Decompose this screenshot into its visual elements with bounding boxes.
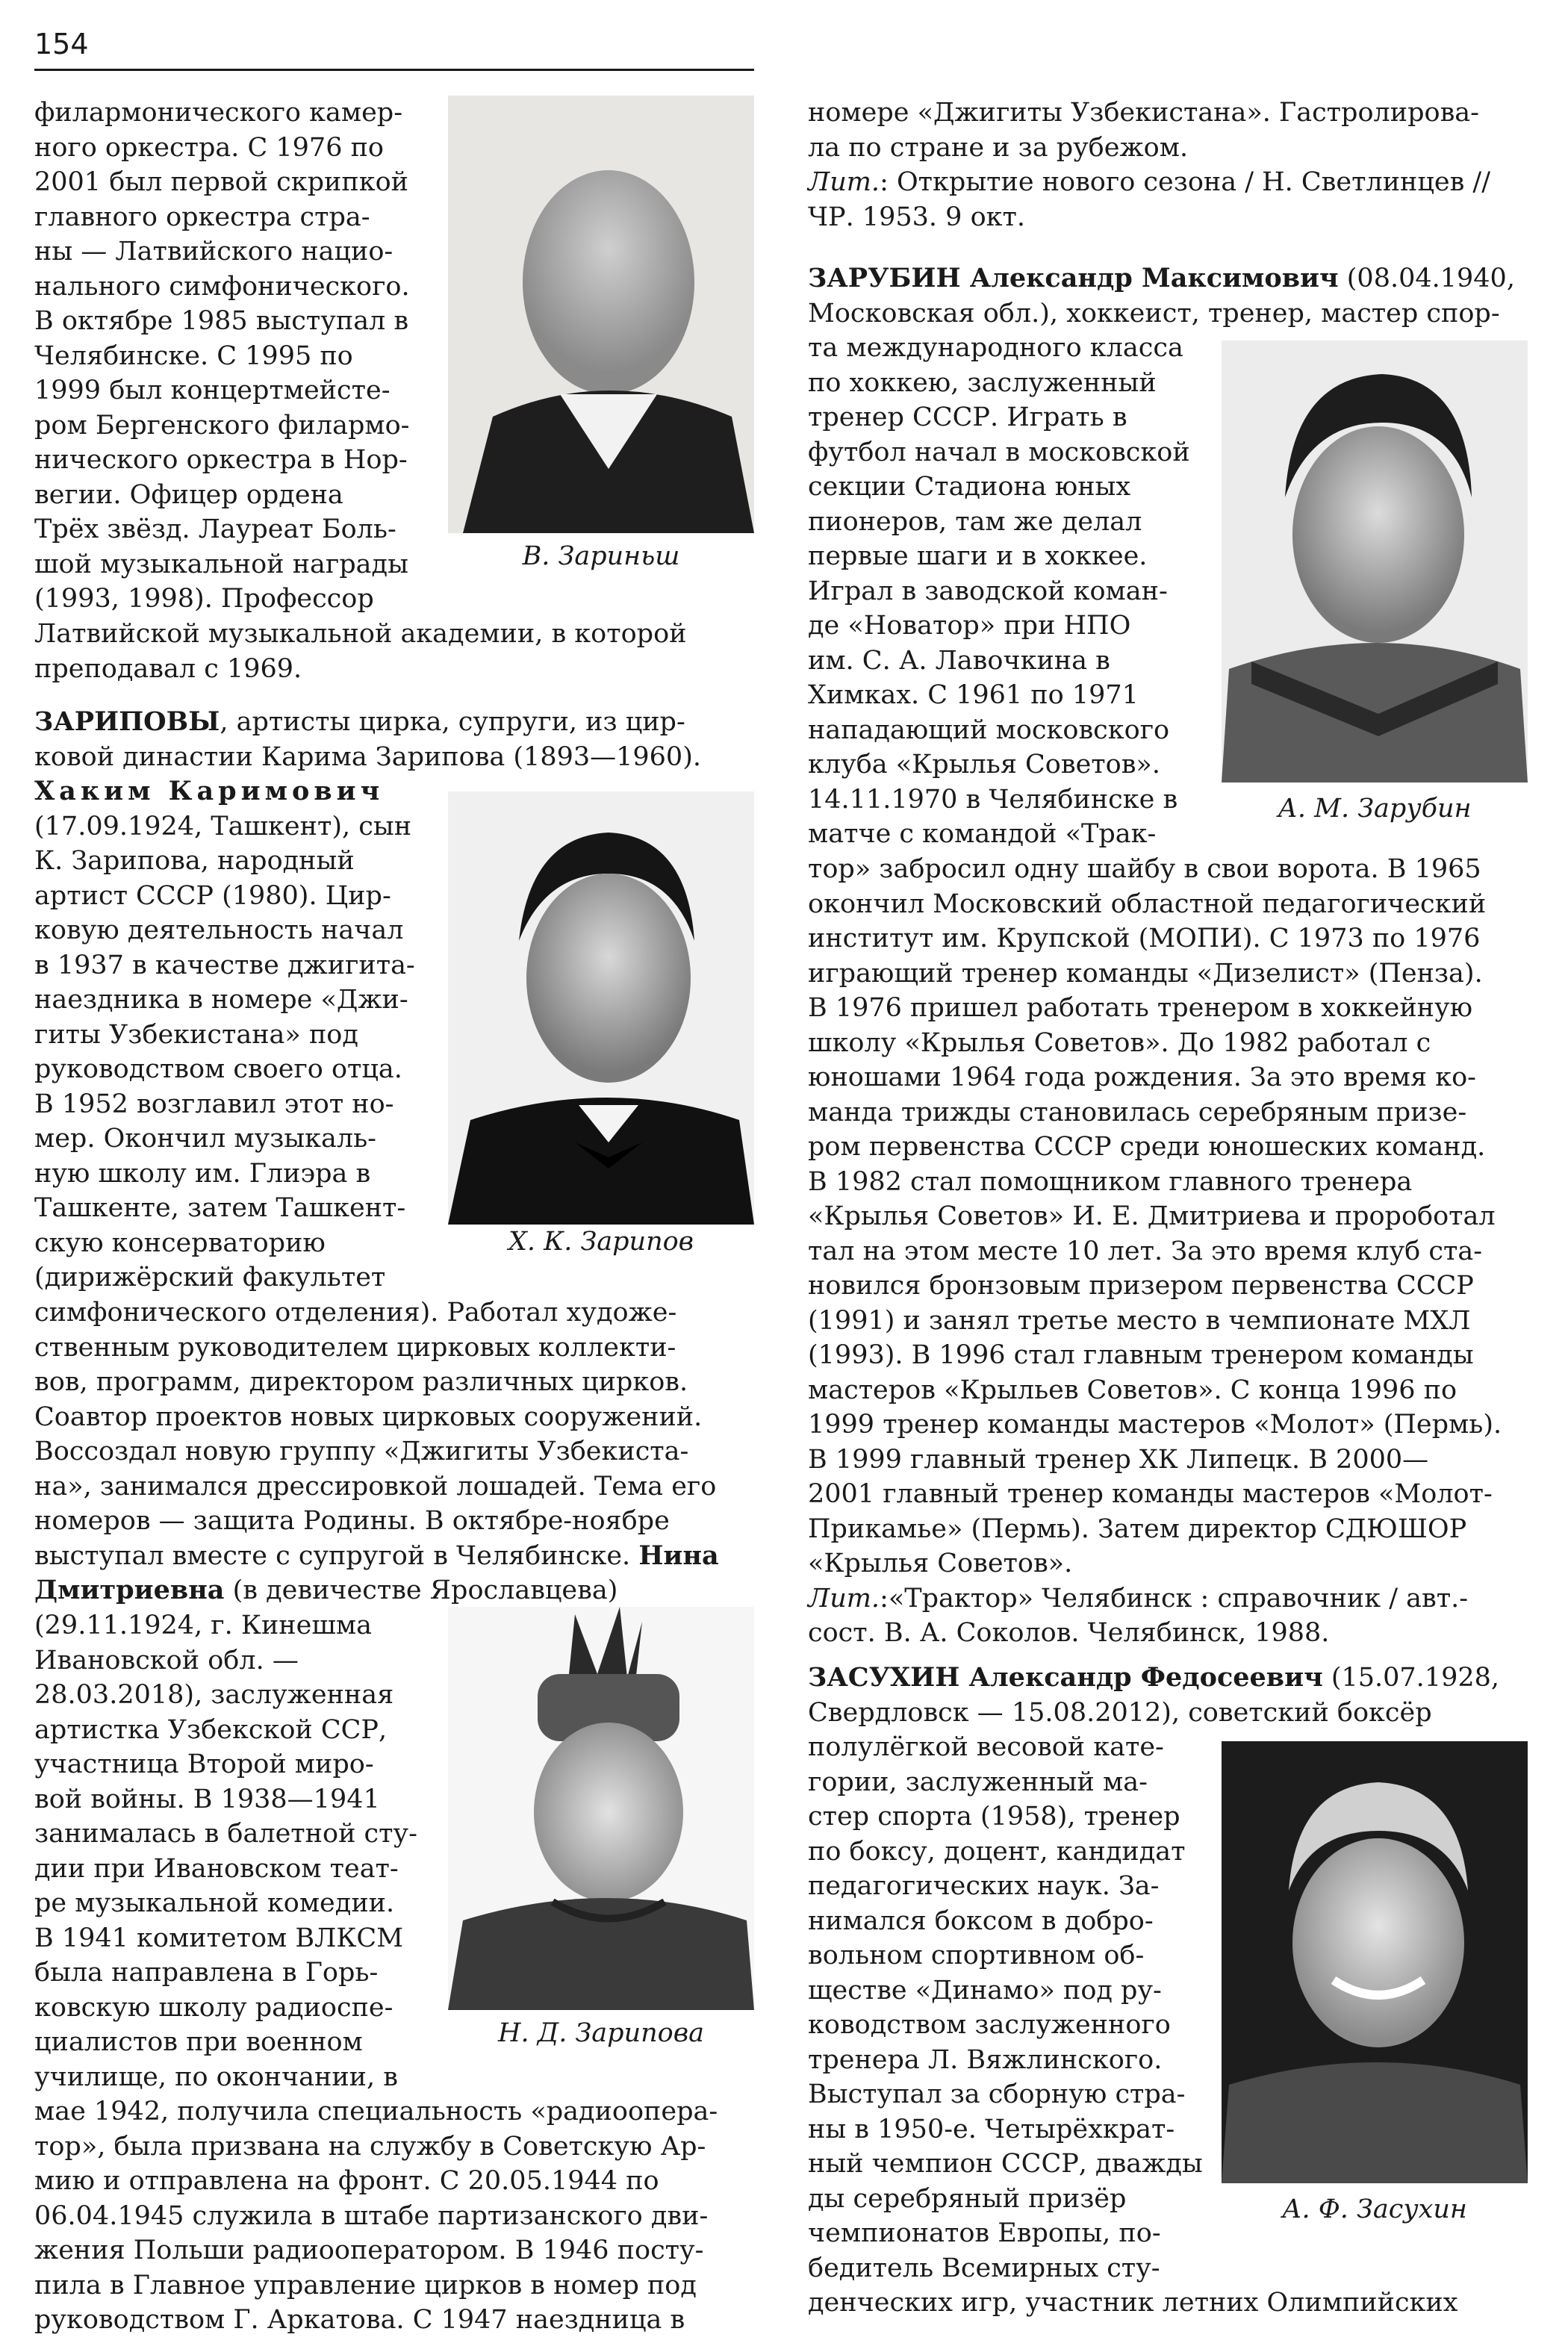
line: нападающий московского	[808, 715, 1170, 745]
line: 1999 тренер команды мастеров «Молот» (Пермь).	[808, 1410, 1502, 1440]
line: тренер СССР. Играть в	[808, 402, 1127, 432]
line: В 1941 комитетом ВЛКСМ	[34, 1923, 404, 1953]
line: номеров — защита Родины. В октябре-ноябре	[34, 1506, 670, 1536]
photo-nina-zaripova	[448, 1607, 754, 2010]
line: 28.03.2018), заслуженная	[34, 1680, 394, 1710]
photo-zarinsh	[448, 96, 754, 533]
line: Свердловск — 15.08.2012), советский боксёр	[808, 1697, 1432, 1728]
line: Выступал за сборную стра-	[808, 2079, 1186, 2109]
line: мер. Окончил музыкаль-	[34, 1124, 377, 1154]
line: 14.11.1970 в Челябинске в	[808, 784, 1178, 815]
line: Химках. С 1961 по 1971	[808, 680, 1139, 710]
line: 1999 был концертмейсте-	[34, 376, 391, 405]
line: пила в Главное управление цирков в номер под	[34, 2270, 697, 2300]
line: Трёх звёзд. Лауреат Боль-	[34, 514, 396, 544]
line: по боксу, доцент, кандидат	[808, 1836, 1186, 1867]
line: пионеров, там же делал	[808, 506, 1142, 537]
line: ны — Латвийского нацио-	[34, 237, 393, 267]
line: 2001 был первой скрипкой	[34, 167, 408, 197]
line: (1993). В 1996 стал главным тренером команды	[808, 1340, 1474, 1370]
line: школу «Крылья Советов». До 1982 работал с	[808, 1027, 1431, 1058]
line: тал на этом месте 10 лет. За это время клуб ста-	[808, 1236, 1483, 1266]
line: стер спорта (1958), тренер	[808, 1802, 1180, 1832]
line: полулёгкой весовой кате-	[808, 1732, 1164, 1762]
hakim-bio-full: симфонического отделения). Работал художе- ственным руководителем цирковых коллекти- вов, программ, директором различных цирков. Соавтор проектов новых цирковых сооружений. Воссоздал новую группу «Джигиты Узбекиста- на», занимался дрессировкой лошадей. Тема его номеров — защита Родины. В октябре-ноябре выступал вместе с супругой в Челябинске. Нина Дмитриевна (в девичестве Ярославцева)	[34, 1295, 754, 1608]
line: 2001 главный тренер команды мастеров «Молот-	[808, 1479, 1493, 1509]
zarubin-intro: ЗАРУБИН Александр Максимович (08.04.1940, Московская обл.), хоккеист, тренер, мастер спор-	[808, 261, 1528, 331]
line: по хоккею, заслуженный	[808, 367, 1157, 398]
zasukhin-intro: ЗАСУХИН Александр Федосеевич (15.07.1928, Свердловск — 15.08.2012), советский боксёр	[808, 1661, 1528, 1730]
line: К. Зарипова, народный	[34, 846, 355, 876]
line: была направлена в Горь-	[34, 1958, 379, 1988]
line: ковой династии Карима Зарипова (1893—1960).	[34, 741, 701, 772]
line: В 1952 возглавил этот но-	[34, 1089, 394, 1119]
line: нического оркестра в Нор-	[34, 445, 408, 475]
caption-zarubin: А. М. Зарубин	[1278, 794, 1472, 824]
line: Воссоздал новую группу «Джигиты Узбекиста-	[34, 1437, 689, 1466]
entry-heading-zasukhin: ЗАСУХИН Александр Федосеевич	[808, 1662, 1323, 1693]
line: училище, по окончании, в	[34, 2062, 398, 2092]
line: ром первенства СССР среди юношеских команд.	[808, 1132, 1486, 1162]
entry-heading-zarubin: ЗАРУБИН Александр Максимович	[808, 263, 1339, 293]
line: ководством заслуженного	[808, 2010, 1171, 2040]
line: в 1937 в качестве джигита-	[34, 950, 415, 980]
line: В 1982 стал помощником главного тренера	[808, 1166, 1413, 1197]
line: бедитель Всемирных сту-	[808, 2253, 1160, 2283]
page-number: 154	[34, 28, 89, 60]
line: ный чемпион СССР, дважды	[808, 2149, 1203, 2179]
line: ковую деятельность начал	[34, 915, 404, 945]
zarubin-bio-full: тор» забросил одну шайбу в свои ворота. В 1965 окончил Московский областной педагогический институт им. Крупской (МОПИ). С 1973 по 1976 играющий тренер команды «Дизелист» (Пенза). В 1976 пришел работать тренером в хоккейную школу «Крылья Советов». До 1982 работал с юношами 1964 года рождения. За это время ко- манда трижды становилась серебряным призе- ром первенства СССР среди юношеских команд. В 1982 стал помощником главного тренера «Крылья Советов» И. Е. Дмитриева и пророботал тал на этом месте 10 лет. За это время клуб ста- новился бронзовым призером первенства СССР (1991) и занял третье место в чемпионате МХЛ (1993). В 1996 стал главным тренером команды мастеров «Крыльев Советов». С конца 1996 по 1999 тренер команды мастеров «Молот» (Пермь). В 1999 главный тренер ХК Липецк. В 2000— 2001 главный тренер команды мастеров «Молот- Прикамье» (Пермь). Затем директор СДЮШОР «Крылья Советов». Лит.:«Трактор» Челябинск : справочник / авт.- сост. В. А. Соколов. Челябинск, 1988.	[808, 852, 1528, 1651]
zasukhin-bio-full	[808, 2286, 1528, 2321]
line: филармонического камер-	[34, 98, 403, 128]
nina-bio	[34, 1608, 432, 2094]
line: ществе «Динамо» под ру-	[808, 1975, 1162, 2006]
line: В 1999 главный тренер ХК Липецк. В 2000—	[808, 1444, 1429, 1475]
line: скую консерваторию	[34, 1228, 326, 1258]
line: тренера Л. Вяжлинского.	[808, 2044, 1163, 2075]
line: (дирижёрский факультет	[34, 1263, 386, 1292]
line: преподавал с 1969.	[34, 653, 302, 684]
line: педагогических наук. За-	[808, 1871, 1160, 1901]
line: «Крылья Советов» И. Е. Дмитриева и пророботал	[808, 1201, 1496, 1231]
line: де «Новатор» при НПО	[808, 611, 1131, 641]
line: Латвийской музыкальной академии, в которой	[34, 619, 687, 649]
line: та международного класса	[808, 333, 1183, 363]
person-name-nina-1: Нина	[638, 1540, 719, 1571]
line: (29.11.1924, г. Кинешма	[34, 1611, 372, 1640]
photo-zasukhin	[1222, 1741, 1528, 2183]
line: Ташкенте, затем Ташкент-	[34, 1193, 406, 1223]
line: вольном спортивном об-	[808, 1941, 1145, 1970]
line: нимался боксом в добро-	[808, 1905, 1154, 1936]
line: Прикамье» (Пермь). Затем директор СДЮШОР	[808, 1513, 1467, 1544]
line: гории, заслуженный ма-	[808, 1767, 1148, 1797]
line: руководством Г. Аркатова. С 1947 наездница в	[34, 2305, 685, 2335]
line: окончил Московский областной педагогический	[808, 889, 1487, 919]
line: ром Бергенского филармо-	[34, 410, 410, 441]
line: симфонического отделения). Работал художе-	[34, 1298, 677, 1328]
line: Соавтор проектов новых цирковых сооружений.	[34, 1401, 703, 1432]
line: занималась в балетной сту-	[34, 1819, 417, 1849]
person-name-nina-2: Дмитриевна	[34, 1575, 225, 1605]
nina-bio-full	[34, 2094, 754, 2338]
photo-zarubin	[1222, 340, 1528, 783]
line: сост. В. А. Соколов. Челябинск, 1988.	[808, 1618, 1330, 1648]
photo-hakim-zaripov	[448, 791, 754, 1225]
zasukhin-bio	[808, 1730, 1207, 2286]
line: дии при Ивановском теат-	[34, 1853, 399, 1884]
line: первые шаги и в хоккее.	[808, 541, 1148, 571]
line: руководством своего отца.	[34, 1054, 402, 1084]
zarinsh-bio-continued	[34, 96, 432, 617]
line: играющий тренер команды «Дизелист» (Пенза).	[808, 958, 1483, 989]
line: юношами 1964 года рождения. За это время ко-	[808, 1063, 1477, 1092]
line: жения Польши радиооператором. В 1946 посту-	[34, 2236, 704, 2265]
line: вов, программ, директором различных цирков.	[34, 1367, 688, 1397]
line: главного оркестра стра-	[34, 202, 370, 232]
entry-heading-zaripovy: ЗАРИПОВЫ	[34, 706, 220, 737]
line: Московская обл.), хоккеист, тренер, мастер спор-	[808, 298, 1500, 329]
line: мае 1942, получила специальность «радиоопера-	[34, 2097, 718, 2127]
caption-zarinsh: В. Зариньш	[522, 541, 680, 571]
line: наездника в номере «Джи-	[34, 985, 408, 1015]
caption-zasukhin: А. Ф. Засухин	[1282, 2194, 1467, 2224]
line: нального симфонического.	[34, 271, 410, 302]
line: В 1976 пришел работать тренером в хоккейную	[808, 993, 1473, 1023]
line: 06.04.1945 служила в штабе партизанского дви-	[34, 2200, 709, 2231]
line: клуба «Крылья Советов».	[808, 750, 1160, 780]
line: номере «Джигиты Узбекистана». Гастролирова-	[808, 98, 1479, 128]
hakim-bio	[34, 774, 432, 1295]
zaripovy-intro: ЗАРИПОВЫ, артисты цирка, супруги, из цир- ковой династии Карима Зарипова (1893—1960).	[34, 705, 754, 774]
caption-nina-zaripova: Н. Д. Зарипова	[498, 2018, 704, 2048]
lit-label: Лит.	[808, 167, 880, 197]
line: ла по стране и за рубежом.	[808, 132, 1189, 163]
line: денческих игр, участник летних Олимпийских	[808, 2288, 1458, 2318]
header-rule	[34, 69, 754, 71]
line: «Крылья Советов».	[808, 1549, 1073, 1578]
line: В октябре 1985 выступал в	[34, 306, 409, 336]
line: ковскую школу радиоспе-	[34, 1992, 393, 2023]
zarubin-bio	[808, 331, 1207, 852]
line: (1993, 1998). Профессор	[34, 584, 374, 614]
line: институт им. Крупской (МОПИ). С 1973 по 1976	[808, 924, 1481, 953]
line: мастеров «Крыльев Советов». С конца 1996 по	[808, 1375, 1457, 1405]
line: Челябинске. С 1995 по	[34, 340, 353, 371]
line: на», занимался дрессировкой лошадей. Тема его	[34, 1471, 717, 1502]
line: новился бронзовым призером первенства СССР	[808, 1271, 1474, 1301]
line: артист СССР (1980). Цир-	[34, 880, 391, 911]
line: им. С. А. Лавочкина в	[808, 645, 1110, 676]
line: футбол начал в московской	[808, 437, 1190, 467]
line: шой музыкальной награды	[34, 549, 408, 579]
zarinsh-bio-end	[34, 617, 754, 686]
line: Играл в заводской коман-	[808, 576, 1168, 606]
line: ного оркестра. С 1976 по	[34, 132, 384, 163]
line: ную школу им. Глиэра в	[34, 1158, 371, 1189]
line: (17.09.1924, Ташкент), сын	[34, 811, 412, 841]
line: вой войны. В 1938—1941	[34, 1784, 380, 1814]
line: мию и отправлена на фронт. С 20.05.1944 по	[34, 2166, 659, 2196]
person-name-hakim: Хаким Каримович	[34, 776, 385, 806]
line: тор», была призвана на службу в Советскую Ар-	[34, 2131, 706, 2162]
line: секции Стадиона юных	[808, 472, 1131, 502]
line: Ивановской обл. —	[34, 1645, 299, 1676]
line: матче с командой «Трак-	[808, 819, 1157, 849]
line: циалистов при военном	[34, 2027, 363, 2057]
line: ды серебряный призёр	[808, 2183, 1127, 2214]
line: манда трижды становилась серебряным призе-	[808, 1097, 1467, 1127]
line: ЧР. 1953. 9 окт.	[808, 202, 1026, 232]
zaripovy-continued: номере «Джигиты Узбекистана». Гастролирова- ла по стране и за рубежом. Лит.: Открытие нового сезона / Н. Светлинцев // ЧР. 1953. 9 окт.	[808, 96, 1528, 234]
line: ственным руководителем цирковых коллекти-	[34, 1332, 676, 1363]
line: ре музыкальной комедии.	[34, 1888, 395, 1918]
line: артистка Узбекской ССР,	[34, 1714, 388, 1745]
lit-label: Лит.	[808, 1583, 880, 1614]
line: (1991) и занял третье место в чемпионате МХЛ	[808, 1305, 1471, 1336]
line: вегии. Офицер ордена	[34, 479, 343, 510]
line: участница Второй миро-	[34, 1749, 374, 1779]
line: гиты Узбекистана» под	[34, 1019, 358, 1050]
line: ны в 1950-е. Четырёхкрат-	[808, 2114, 1175, 2144]
line: тор» забросил одну шайбу в свои ворота. В 1965	[808, 854, 1481, 884]
caption-hakim-zaripov: Х. К. Зарипов	[508, 1227, 694, 1257]
line: чемпионатов Европы, по-	[808, 2218, 1161, 2248]
